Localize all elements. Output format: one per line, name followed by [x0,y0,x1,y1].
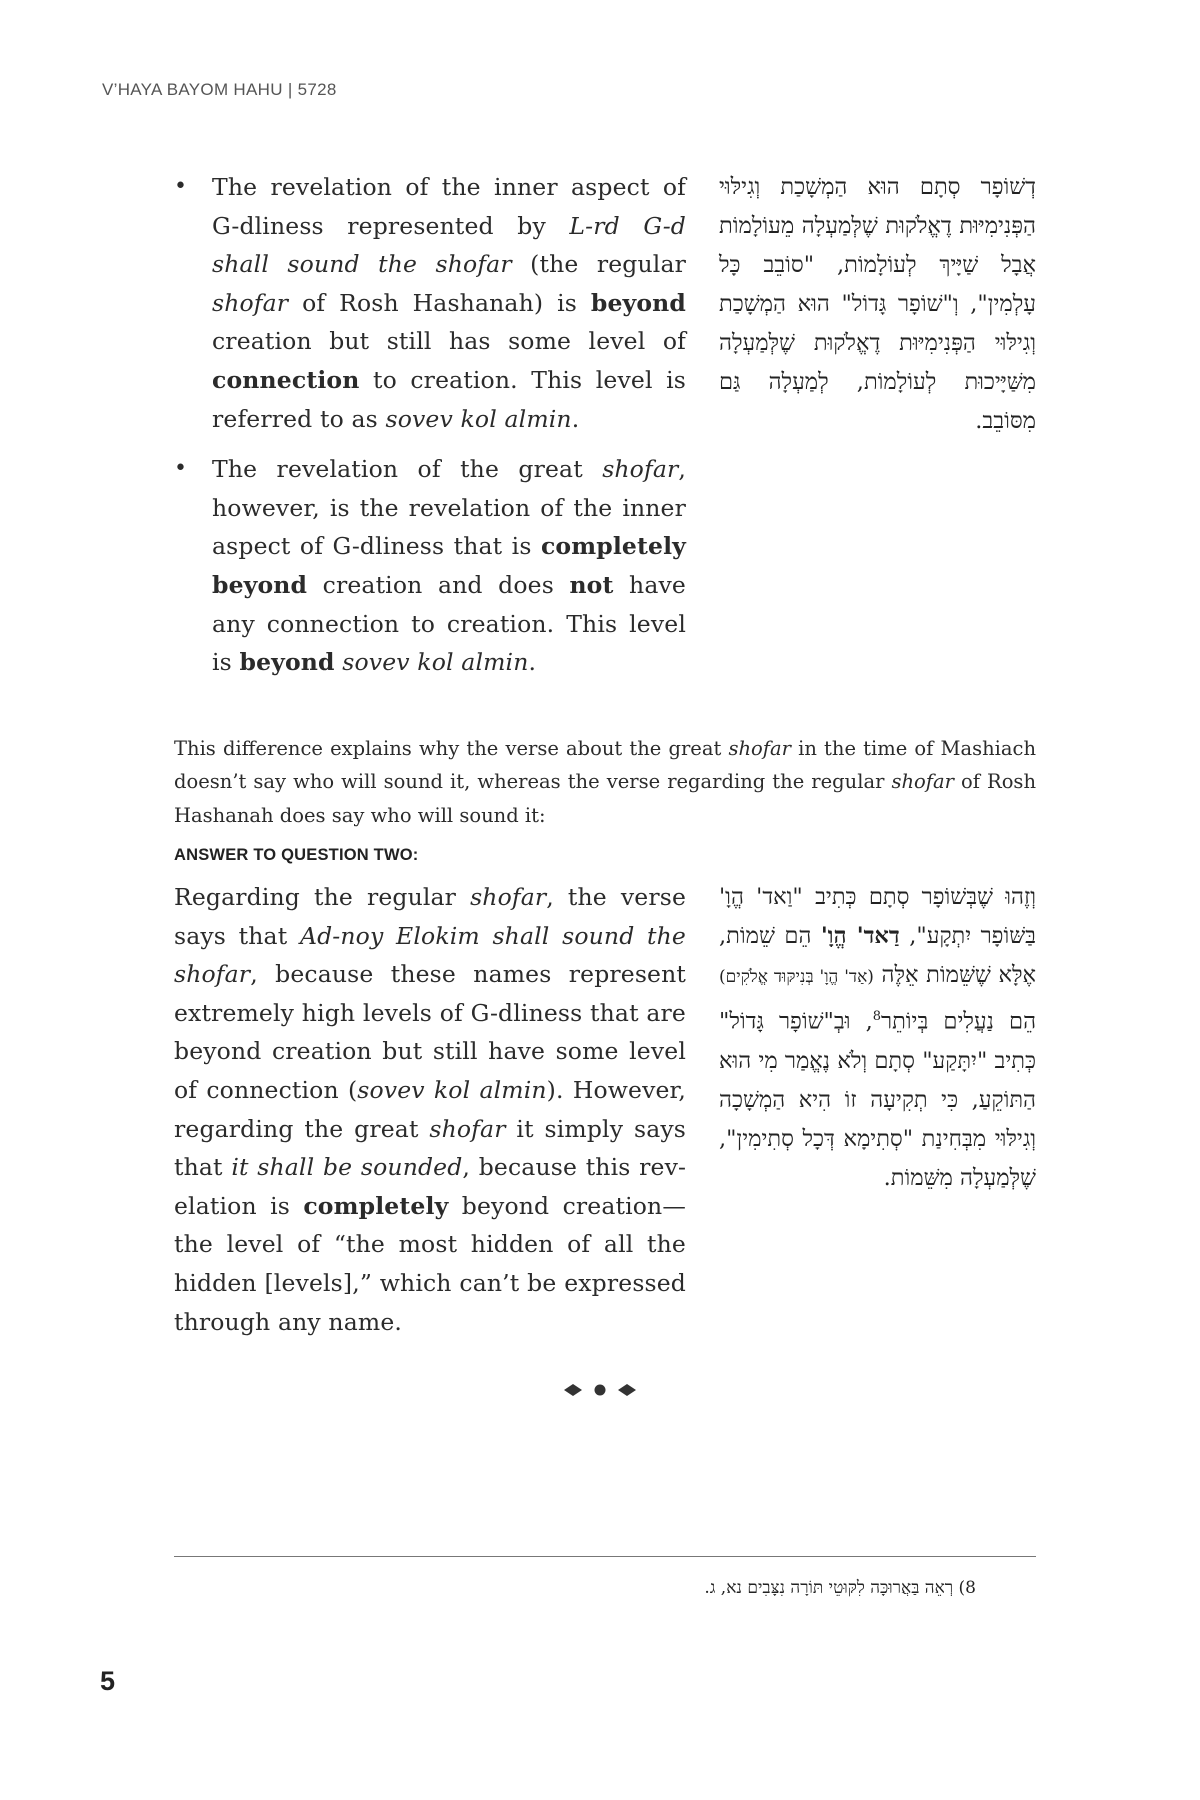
text-run: it simply says that [174,1114,686,1182]
hebrew-column [719,878,1036,1198]
section-label: ANSWER TO QUESTION TWO: [174,846,419,864]
text-run: , the verse says that [174,883,686,950]
text-run: דַאד' הֱוָ' [820,923,900,949]
text-run: completely beyond [212,532,686,599]
text-run: , because this revelation is [174,1153,686,1220]
text-run: of Rosh Hashanah does say who will sound it: [174,770,1037,827]
text-run: shofar [728,736,791,760]
page-number: 5 [100,1666,116,1696]
bullet-dot-icon: • [174,456,188,482]
text-run: , because these names represent extremely high levels of G-dliness that are beyond creation but still have some level of connection ( [174,960,686,1104]
text-run: This difference explains why the verse about the great [174,736,729,760]
bullet-dot-icon: • [174,174,188,199]
text-run: shofar [470,883,547,911]
text-run: of Rosh Hashanah) is [288,288,591,317]
text-run: הֵם נַעֲלִים בְּיוֹתֵר [881,1008,1037,1035]
english-column [174,878,686,1341]
text-run: shofar [212,288,289,317]
bullet-item [174,450,686,682]
text-run: sovev kol almin [342,648,529,677]
text-run: shofar [429,1114,506,1143]
text-run: וְזֶהוּ שֶׁבְּשׁוֹפָר סְתָם כְּתִיב "וַאד' הֱוָ' בַּשּׁוֹפָר יִתְקָע", [719,884,1036,949]
text-run: shofar [602,455,679,484]
text-run: creation and does [307,570,570,599]
text-run: , וּבְ"שׁוֹפָר גָּדוֹל" כְּתִיב "יִתָּקַע" סְתָם וְלֹא נֶאֱמַר מִי הוּא הַתּוֹקֵעַ, כִּי תְקִיעָה זוֹ הִיא הַמְשָׁכָה וְגִילּוּי מִבְּחִינַת "סְתִימָא דְּכָל סְתִימִין", שֶׁלְּמַעְלָה מִשֵּׁמוֹת. [719,1008,1036,1191]
text-run: it shall be sounded [231,1153,463,1182]
text-run: הֵם שֵׁמוֹת, אֶלָּא שֶׁשֵּׁמוֹת אֵלֶּה [719,923,1036,988]
text-run: shofar [891,770,954,793]
text-run: Regarding the regular [174,883,471,911]
english-column [174,168,686,694]
bullet-item [174,168,686,438]
text-run: sovev kol almin [385,404,572,433]
answer-paragraph [174,878,686,1341]
text-run: . [571,404,580,433]
explanation-paragraph [174,732,1036,833]
text-run: beyond [239,648,335,677]
footnote-ref[interactable]: 8 [872,1009,882,1024]
text-run: L-rd G-d shall sound the shofar [212,211,686,279]
text-run: beyond [590,288,686,317]
text-run: have any connection to creation. This level is [212,570,686,677]
text-run: not [569,570,614,599]
text-run: completely [303,1191,449,1220]
text-run: The revelation of the inner aspect of G-dliness represented by [212,173,686,240]
text-run: beyond creation—the level of “the most hidden of all the hidden [levels],” which can’t be expressed through any name. [174,1191,686,1336]
text-run: ). However, regarding the great [174,1075,686,1143]
text-run: (אַד' הֱוָ' בְּנִיקּוּד אֱלֹקִים) [719,967,874,987]
text-run: Ad-noy Elokim shall sound the shofar [174,921,686,989]
text-run: (the regular [511,250,686,279]
footnote: 8) רְאֵה בַּאֲרוּכָּה לִקּוּטֵי תּוֹרָה נִצָּבִים נא, ג. [704,1578,976,1598]
text-run: The revelation of the great [212,455,603,484]
hebrew-column: דְשׁוֹפָר סְתָם הוּא הַמְשָׁכַת וְגִילּוּי הַפְּנִימִיּוּת דֶאֱלֹקוּת שֶׁלְּמַעְלָה מֵעוֹלָמוֹת אֲבָל שַׁיָּיךְ לְעוֹלָמוֹת, "סוֹבֵב כָּל עָלְמִין", וְ"שׁוֹפָר גָּדוֹל" הוּא הַמְשָׁכַת וְגִילּוּי הַפְּנִימִיּוּת דֶאֱלֹקוּת שֶׁלְּמַעְלָה מִשַּׁיָּיכוּת לְעוֹלָמוֹת, לְמַעְלָה גַּם מִסּוֹבֵב. [719,174,1036,434]
running-head: V’HAYA BAYOM HAHU | 5728 [102,80,337,99]
text-run: sovev kol almin [357,1075,547,1104]
text-run: , however, is the revelation of the inner aspect of G-dliness that is [212,455,686,561]
footnote-divider [174,1556,1036,1557]
text-run: . [528,648,537,677]
text-run: connection [212,365,360,394]
text-run: in the time of Mashiach doesn’t say who will sound it, whereas the verse regarding the regular [174,736,1036,793]
text-run: creation but still has some level of [212,327,686,356]
section-break-ornament-icon [560,1380,640,1400]
text-run: to creation. This level is referred to as [212,365,686,433]
